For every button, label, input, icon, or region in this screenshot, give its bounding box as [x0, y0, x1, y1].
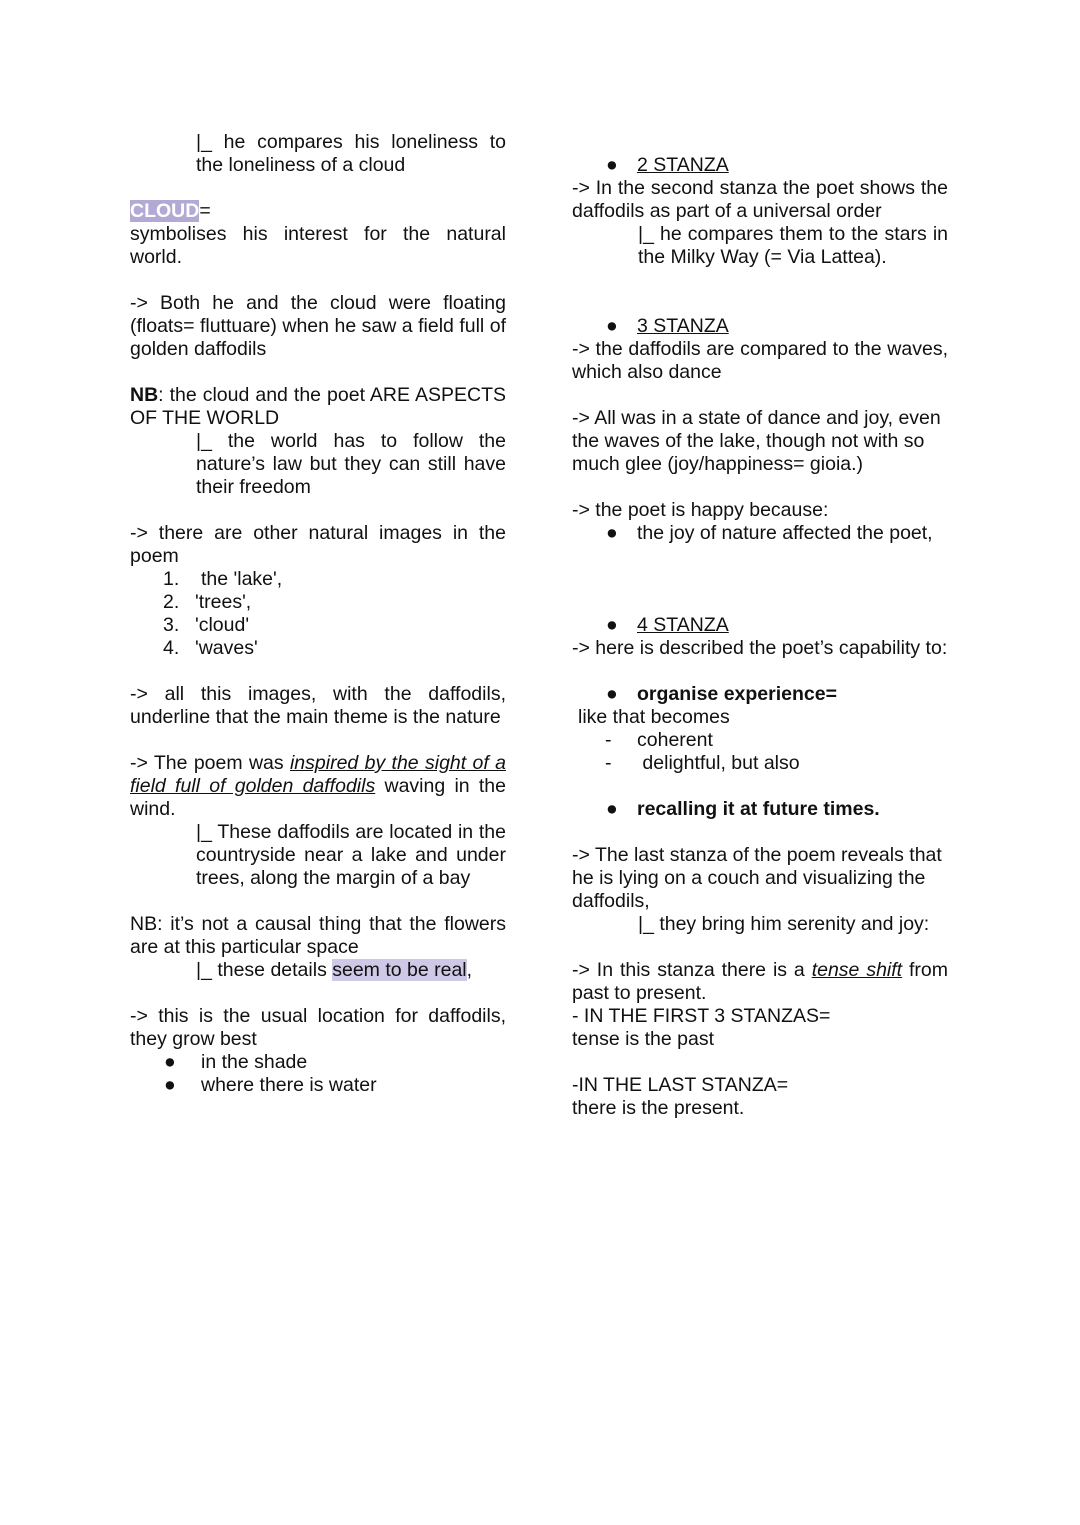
list-item: - coherent	[605, 729, 713, 751]
floating-paragraph: -> Both he and the cloud were floating (floats= fluttuare) when he saw a field full of golden daffodils	[130, 292, 506, 360]
last-stanza-label: -IN THE LAST STANZA=	[572, 1074, 789, 1096]
images-list	[130, 568, 506, 660]
compares-line-1: |_ he compares his loneliness to	[196, 131, 506, 153]
left-column	[130, 131, 506, 1097]
first-3-tense: tense is the past	[572, 1028, 715, 1050]
list-item: ● the joy of nature affected the poet,	[606, 522, 933, 544]
stanza-4-text: -> here is described the poet’s capability to:	[572, 637, 948, 659]
dance-paragraph: -> All was in a state of dance and joy, even the waves of the lake, though not with so much glee (joy/happiness= gioia.)	[572, 407, 941, 475]
list-item: ● in the shade	[164, 1051, 308, 1073]
first-3-stanzas: - IN THE FIRST 3 STANZAS=	[572, 1005, 831, 1027]
tense-shift-emphasis: tense shift	[811, 959, 903, 981]
nb-aspects: NB: the cloud and the poet ARE ASPECTS OF THE WORLD	[130, 384, 506, 429]
list-item: 1. the 'lake',	[163, 568, 283, 590]
list-item: - delightful, but also	[605, 752, 800, 774]
compares-line-2: the loneliness of a cloud	[196, 154, 406, 176]
images-intro: -> there are other natural images in the poem	[130, 522, 506, 567]
stanza-2-sub: |_ he compares them to the stars in the Milky Way (= Via Lattea).	[638, 223, 948, 268]
seem-real-highlight: seem to be real	[332, 959, 467, 981]
inspired-paragraph: -> The poem was inspired by the sight of a field full of golden daffodils waving in the wind.	[130, 752, 506, 820]
happy-intro: -> the poet is happy because:	[572, 499, 829, 521]
stanza-2-text: -> In the second stanza the poet shows the daffodils as part of a universal order	[572, 177, 948, 222]
serenity-sub: |_ they bring him serenity and joy:	[638, 913, 930, 935]
last-stanza-paragraph: -> The last stanza of the poem reveals that he is lying on a couch and visualizing the daffodils,	[572, 844, 942, 912]
list-item: 3. 'cloud'	[163, 614, 250, 636]
list-item: 4. 'waves'	[163, 637, 258, 659]
like-that: like that becomes	[578, 706, 730, 728]
cloud-heading: CLOUD=	[130, 200, 211, 222]
theme-paragraph: -> all this images, with the daffodils, underline that the main theme is the nature	[130, 683, 506, 728]
location-sub: |_ These daffodils are located in the countryside near a lake and under trees, along the margin of a bay	[196, 821, 506, 889]
cloud-highlight: CLOUD	[130, 200, 200, 222]
stanza-3-heading: ● 3 STANZA	[606, 315, 729, 337]
nb-aspects-sub: |_ the world has to follow the nature’s law but they can still have their freedom	[196, 430, 506, 498]
organise-item: ● organise experience=	[606, 683, 837, 705]
stanza-3-text: -> the daffodils are compared to the waves, which also dance	[572, 338, 948, 383]
tense-shift-paragraph: -> In this stanza there is a tense shift from past to present.	[572, 959, 949, 1004]
last-stanza-tense: there is the present.	[572, 1097, 745, 1119]
cloud-definition: symbolises his interest for the natural world.	[130, 223, 506, 268]
recalling-item: ● recalling it at future times.	[606, 798, 880, 820]
nb-causal-sub: |_ these details seem to be real,	[196, 959, 473, 981]
stanza-2-heading: ● 2 STANZA	[606, 154, 729, 176]
right-column	[572, 154, 948, 1120]
usual-location: -> this is the usual location for daffodils, they grow best	[130, 1005, 506, 1050]
nb-causal: NB: it’s not a causal thing that the flowers are at this particular space	[130, 913, 506, 958]
list-item: ● where there is water	[164, 1074, 377, 1096]
stanza-4-heading: ● 4 STANZA	[606, 614, 729, 636]
inspired-emphasis: inspired by the sight of a field full of golden daffodils	[130, 752, 506, 797]
list-item: 2. 'trees',	[163, 591, 252, 613]
